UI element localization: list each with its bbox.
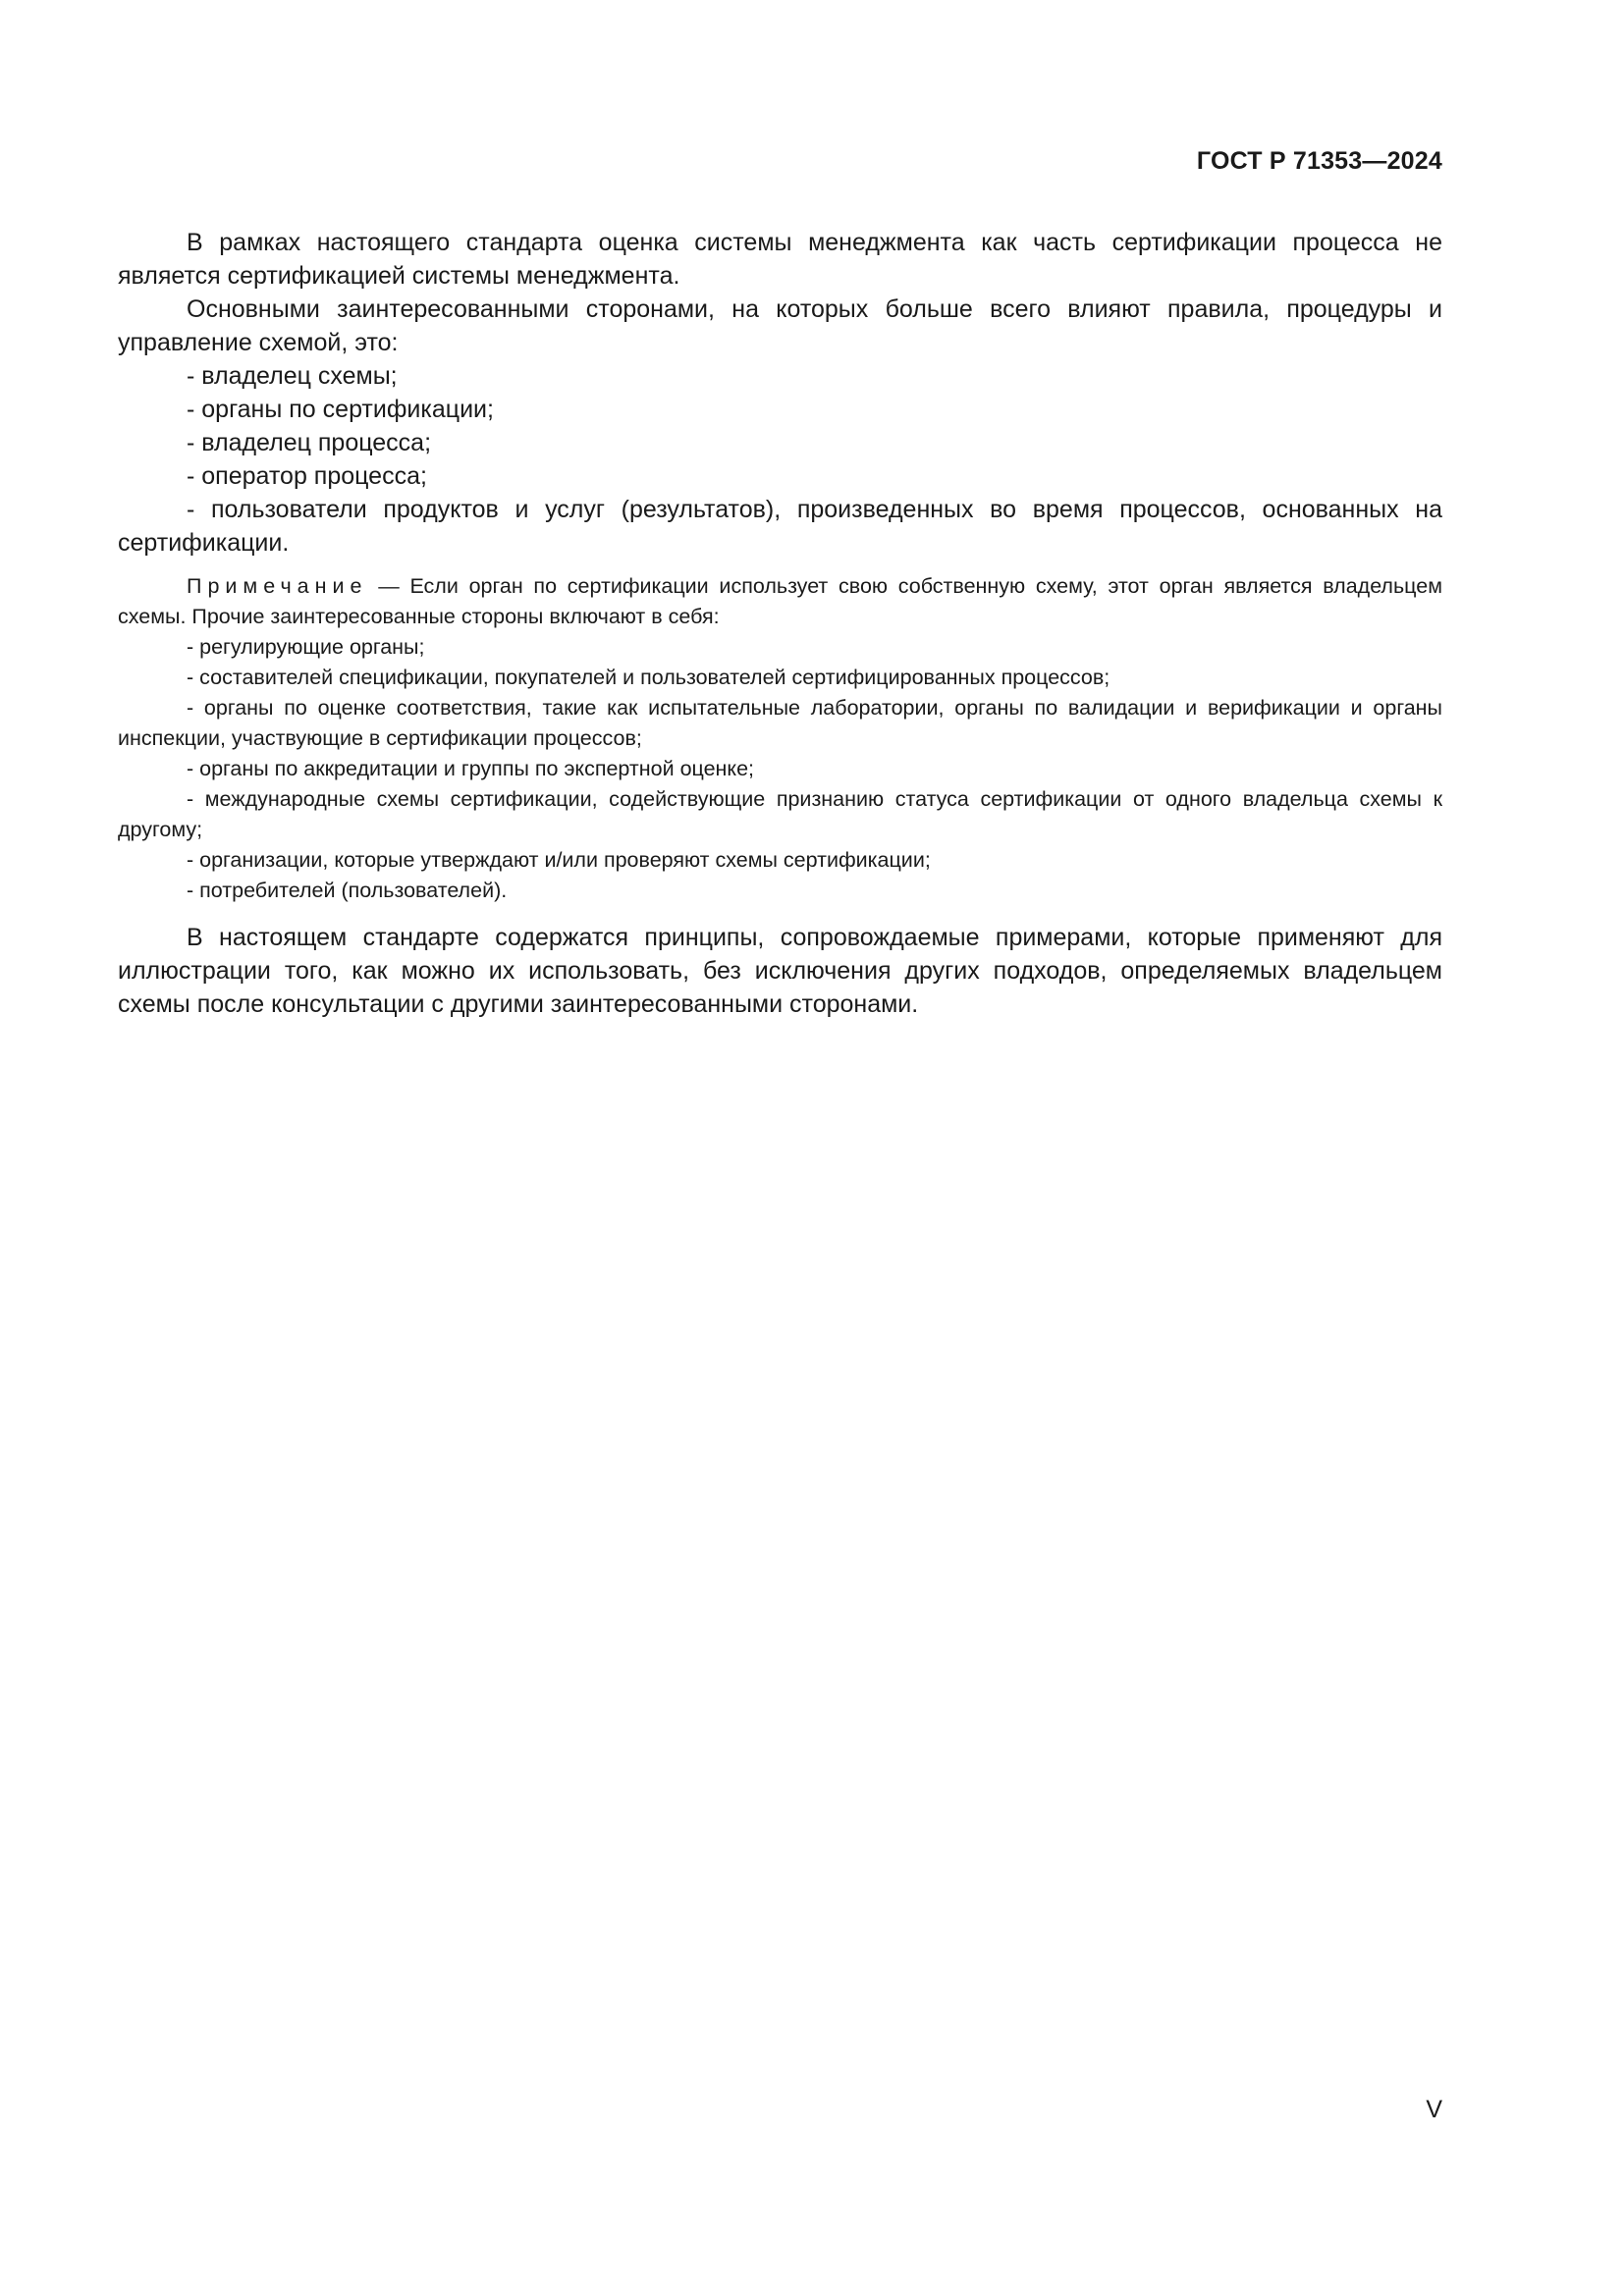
paragraph-principles: В настоящем стандарте содержатся принципы, сопровождаемые примерами, которые применяют для иллюстрации того, как можно их использовать, без исключения других подходов, определяемых владельцем схемы после консультации с другими заинтересованными сторонами.	[118, 924, 1442, 1018]
stakeholders-list	[118, 359, 1442, 560]
page-content	[118, 226, 1442, 1021]
note-list-item: - организации, которые утверждают и/или проверяют схемы сертификации;	[187, 848, 931, 872]
note-paragraph	[118, 571, 1442, 632]
note-list-item: - потребителей (пользователей).	[187, 879, 508, 902]
list-item: - владелец процесса;	[187, 429, 432, 456]
note-list-item: - международные схемы сертификации, содействующие признанию статуса сертификации от одного владельца схемы к другому;	[118, 787, 1442, 841]
document-designation: ГОСТ Р 71353—2024	[1196, 147, 1442, 175]
note-list-item: - составителей спецификации, покупателей и пользователей сертифицированных процессов;	[187, 666, 1110, 689]
note-text: Если орган по сертификации использует свою собственную схему, этот орган является владельцем схемы. Прочие заинтересованные стороны включают в себя:	[118, 574, 1442, 628]
list-item: - органы по сертификации;	[187, 396, 494, 423]
note-list-item: - органы по оценке соответствия, такие как испытательные лаборатории, органы по валидации и верификации и органы инспекции, участвующие в сертификации процессов;	[118, 696, 1442, 750]
note-label: Примечание	[187, 574, 368, 598]
note-list-item: - регулирующие органы;	[187, 635, 425, 659]
note-list-item: - органы по аккредитации и группы по экспертной оценке;	[187, 757, 755, 780]
page-number: V	[1426, 2096, 1442, 2123]
list-item: - пользователи продуктов и услуг (результатов), произведенных во время процессов, основанных на сертификации.	[118, 496, 1442, 557]
note-dash: —	[367, 574, 410, 598]
list-item: - владелец схемы;	[187, 362, 398, 390]
paragraph-scope: В рамках настоящего стандарта оценка системы менеджмента как часть сертификации процесса не является сертификацией системы менеджмента.	[118, 229, 1442, 290]
list-item: - оператор процесса;	[187, 462, 427, 490]
paragraph-stakeholders: Основными заинтересованными сторонами, на которых больше всего влияют правила, процедуры и управление схемой, это:	[118, 295, 1442, 356]
note-block	[118, 571, 1442, 906]
